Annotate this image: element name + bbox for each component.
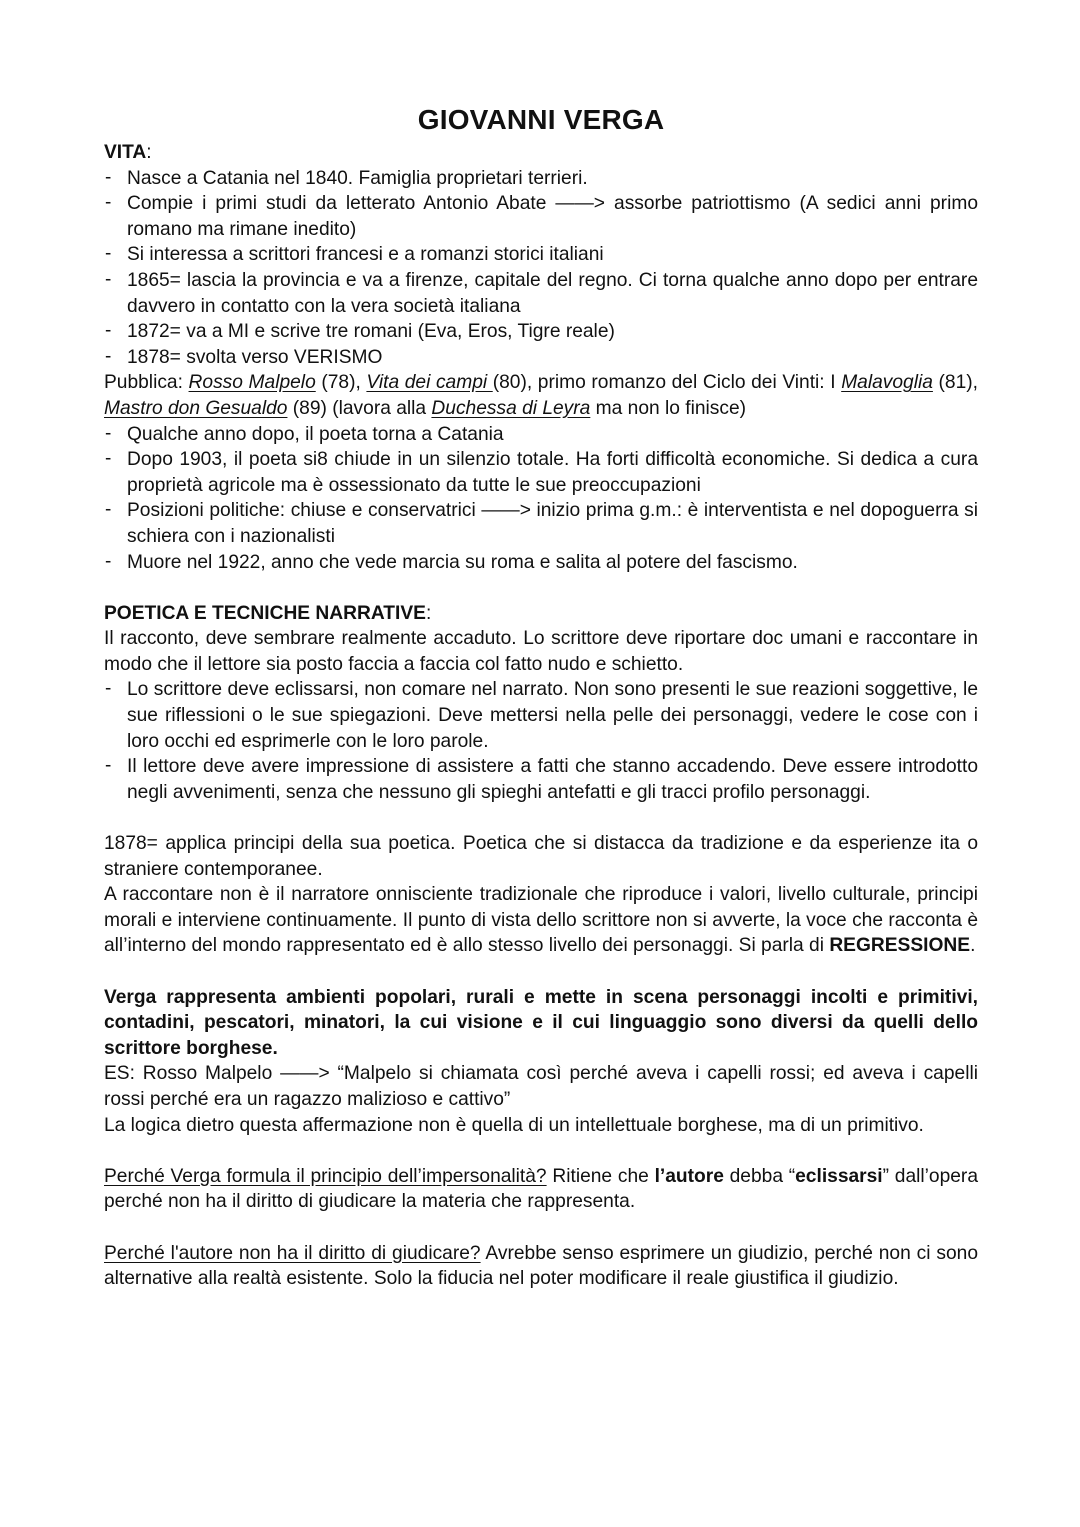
list-item: - Si interessa a scrittori francesi e a romanzi storici italiani	[104, 242, 978, 268]
regressione-term: REGRESSIONE	[829, 935, 971, 957]
list-item: - Posizioni politiche: chiuse e conservatrici ——> inizio prima g.m.: è interventista e nel dopoguerra si schiera con i nazionalisti	[104, 498, 978, 549]
list-item: - Nasce a Catania nel 1840. Famiglia proprietari terrieri.	[104, 166, 978, 192]
spacer	[104, 1215, 978, 1241]
bold-term: eclissarsi	[795, 1165, 883, 1187]
spacer	[104, 1138, 978, 1164]
impersonalita-paragraph	[104, 1164, 978, 1215]
spacer	[104, 575, 978, 601]
spacer	[104, 959, 978, 985]
list-item: - Muore nel 1922, anno che vede marcia su roma e salita al potere del fascismo.	[104, 550, 978, 576]
text-span: (78),	[315, 372, 367, 394]
heading-colon: :	[146, 142, 152, 163]
work-title: Malavoglia	[841, 372, 933, 394]
page-title: GIOVANNI VERGA	[417, 104, 665, 135]
paragraph-1878: 1878= applica principi della sua poetica. Poetica che si distacca da tradizione e da esperienze ita o straniere contemporanee.	[104, 833, 978, 880]
heading-text: VITA	[104, 142, 147, 163]
work-title: Mastro don Gesualdo	[104, 397, 288, 419]
text-span: ma non lo finisce)	[590, 397, 747, 419]
esempio-paragraph: ES: Rosso Malpelo ——> “Malpelo si chiamata così perché aveva i capelli rossi; ed aveva i capelli rossi perché era un ragazzo malizioso e cattivo”	[104, 1063, 978, 1110]
text-span: (80), primo romanzo del Ciclo dei Vinti: I	[492, 372, 842, 394]
list-item: - 1878= svolta verso VERISMO	[104, 345, 978, 371]
text-span: (81),	[932, 372, 978, 394]
list-item: - Dopo 1903, il poeta si8 chiude in un silenzio totale. Ha forti difficoltà economiche. Si dedica a cura proprietà agricole ma è ossessionato da tutte le sue preoccupazioni	[104, 447, 978, 498]
list-item: - Il lettore deve avere impressione di assistere a fatti che stanno accadendo. Deve essere introdotto negli avvenimenti, senza che nessuno gli spieghi antefatti e gli tracci profilo personaggi.	[104, 754, 978, 805]
logica-paragraph: La logica dietro questa affermazione non è quella di un intellettuale borghese, ma di un primitivo.	[104, 1114, 924, 1136]
section-poetica	[104, 601, 978, 959]
work-title: Duchessa di Leyra	[431, 397, 591, 419]
list-item: - Qualche anno dopo, il poeta torna a Catania	[104, 422, 978, 448]
section-heading-poetica	[104, 601, 978, 627]
section-ambienti	[104, 985, 978, 1139]
question-text: Perché Verga formula il principio dell’impersonalità?	[104, 1165, 547, 1187]
bold-term: l’autore	[654, 1165, 724, 1187]
heading-colon: :	[425, 602, 432, 624]
pubblica-label: Pubblica:	[104, 372, 189, 394]
spacer	[104, 805, 978, 831]
paragraph-narratore	[104, 882, 978, 959]
question-text: Perché l'autore non ha il diritto di giudicare?	[104, 1242, 481, 1264]
work-title: Vita dei campi	[366, 372, 493, 394]
document-page	[104, 100, 978, 1292]
vita-list-a	[104, 166, 978, 371]
text-span: Ritiene che	[546, 1165, 655, 1187]
poetica-intro: Il racconto, deve sembrare realmente accaduto. Lo scrittore deve riportare doc umani e raccontare in modo che il lettore sia posto faccia a faccia col fatto nudo e schietto.	[104, 628, 978, 675]
vita-list-b	[104, 422, 978, 576]
section-heading-vita	[104, 140, 978, 166]
work-title: Rosso Malpelo	[188, 372, 316, 394]
text-span: Avrebbe senso esprimere un giudizio, perché non ci sono alternative alla realtà esistente. Solo la fiducia nel poter modificare il reale giustifica il giudizio.	[104, 1242, 978, 1290]
text-span: A raccontare non è il narratore onnisciente tradizionale che riproduce i valori, livello culturale, principi morali e interviene continuamente. Il punto di vista dello scrittore non si avverte, la voce che racconta è all’interno del mondo rappresentato ed è allo stesso livello dei personaggi. Si parla di	[104, 884, 978, 957]
text-span: .	[970, 935, 976, 957]
giudizio-paragraph	[104, 1241, 978, 1292]
text-span: ” dall’opera perché non ha il diritto di giudicare la materia che rappresenta.	[104, 1165, 978, 1213]
list-item: - Lo scrittore deve eclissarsi, non comare nel narrato. Non sono presenti le sue reazioni soggettive, le sue riflessioni o le sue spiegazioni. Deve mettersi nella pelle dei personaggi, vedere le cose con i loro occhi ed esprimerle con le loro parole.	[104, 677, 978, 754]
list-item: - Compie i primi studi da letterato Antonio Abate ——> assorbe patriottismo (A sedici anni primo romano ma rimane inedito)	[104, 191, 978, 242]
heading-text: POETICA E TECNICHE NARRATIVE	[104, 602, 426, 624]
pubblica-paragraph	[104, 370, 978, 421]
poetica-list	[104, 677, 978, 805]
list-item: - 1872= va a MI e scrive tre romani (Eva, Eros, Tigre reale)	[104, 319, 978, 345]
section-vita	[104, 140, 978, 575]
ambienti-bold-paragraph: Verga rappresenta ambienti popolari, rurali e mette in scena personaggi incolti e primitivi, contadini, pescatori, minatori, la cui visione e il cui linguaggio sono diversi da quelli dello scrittore borghese.	[104, 986, 978, 1059]
text-span: (89) (lavora alla	[287, 397, 432, 419]
list-item: - 1865= lascia la provincia e va a firenze, capitale del regno. Ci torna qualche anno dopo per entrare davvero in contatto con la vera società italiana	[104, 268, 978, 319]
text-span: debba “	[723, 1165, 796, 1187]
